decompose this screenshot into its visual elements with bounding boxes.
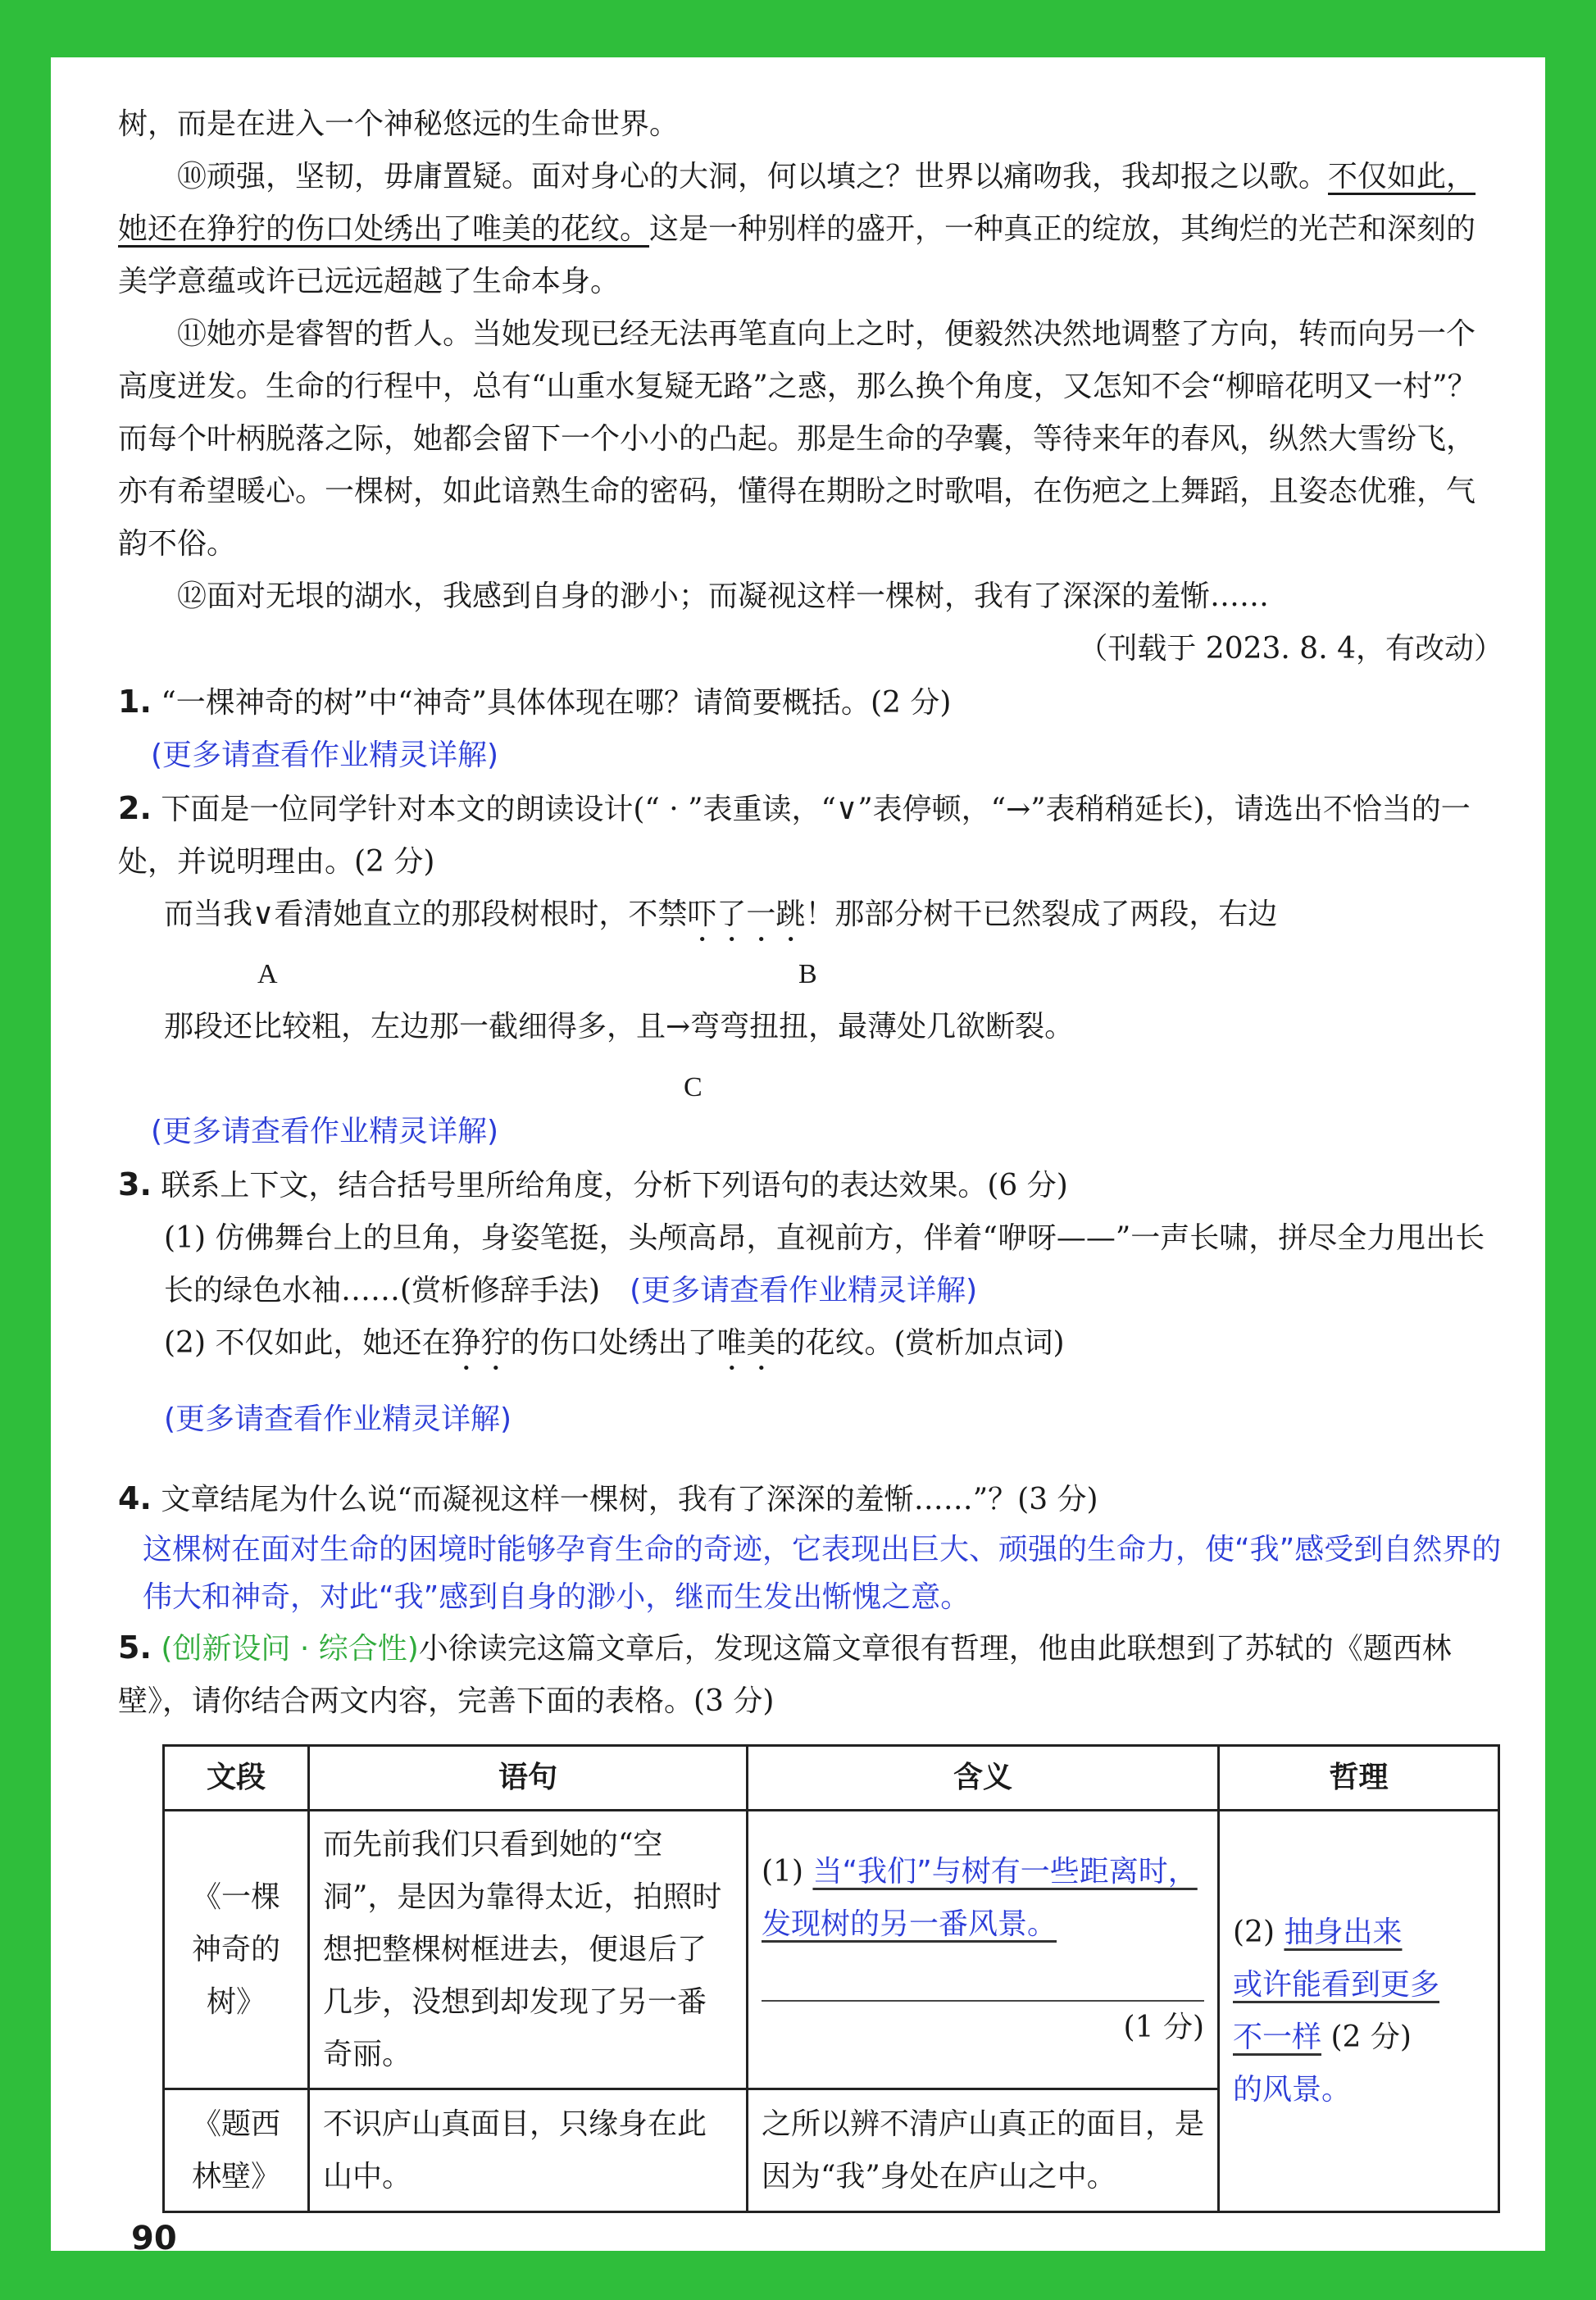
row2-meaning: 之所以辨不清庐山真正的面目，是因为“我”身处在庐山之中。: [748, 2089, 1219, 2212]
question-number: 5.: [118, 1630, 152, 1666]
philosophy-answer-d: 的风景。: [1233, 2072, 1352, 2107]
q2-label-b: B: [798, 959, 817, 989]
page-number: 90: [131, 2220, 177, 2257]
q2-detail-link[interactable]: (更多请查看作业精灵详解): [151, 1115, 499, 1148]
meaning-answer: 当“我们”与树有一些距离时，发现树的另一番风景。: [762, 1854, 1198, 1941]
q3-sub2-dotted-2: 唯美: [716, 1326, 776, 1360]
question-number: 1.: [118, 684, 152, 720]
header-meaning: 含义: [748, 1746, 1219, 1811]
row1-meaning: [748, 1811, 1219, 2089]
philosophy-cell: [1219, 1811, 1499, 2212]
question-number: 4.: [118, 1480, 152, 1516]
question-2: [118, 782, 1503, 889]
question-text: 文章结尾为什么说“而凝视这样一棵树，我有了深深的羞惭……”？(3 分): [161, 1483, 1098, 1516]
q4-answer: 这棵树在面对生命的困境时能够孕育生命的奇迹，它表现出巨大、顽强的生命力，使“我”感受到自然界的伟大和神奇，对此“我”感到自身的渺小，继而生发出惭愧之意。: [143, 1533, 1502, 1614]
p10-text-a: ⑩顽强，坚韧，毋庸置疑。面对身心的大洞，何以填之？世界以痛吻我，我却报之以歌。: [177, 160, 1329, 193]
q2-reading-line-2: 那段还比较粗，左边那一截细得多，且→弯弯扭扭，最薄处几欲断裂。: [164, 1010, 1075, 1043]
q3-sub2-a: (2) 不仅如此，她还在: [164, 1326, 452, 1360]
q3-sub-2: [118, 1317, 1503, 1377]
q2-line1-dotted: 吓了一跳: [687, 898, 806, 931]
header-section: 文段: [164, 1746, 309, 1811]
q2-line1-a: 而当我∨看清她直立的那段树根时，不禁: [164, 898, 688, 931]
question-text: 下面是一位同学针对本文的朗读设计(“ · ”表重读，“∨”表停顿，“→”表稍稍延长)，请选出不恰当的一处，并说明理由。(2 分): [118, 793, 1471, 879]
philosophy-line-3: [1233, 2011, 1485, 2064]
header-sentence: 语句: [309, 1746, 748, 1811]
meaning-prefix: (1): [762, 1854, 803, 1889]
question-number: 3.: [118, 1166, 152, 1202]
philosophy-answer-c: 不一样: [1233, 2020, 1322, 2054]
row2-sentence: 不识庐山真面目，只缘身在此山中。: [309, 2089, 748, 2212]
philosophy-answer-a: 抽身出来: [1284, 1915, 1403, 1949]
passage-source: （刊载于 2023. 8. 4，有改动）: [1078, 632, 1503, 666]
philosophy-line-4: [1233, 2064, 1485, 2116]
q2-label-a: A: [257, 959, 278, 989]
p10-underlined-sentence: 不仅如此，她还在狰狞的伤口处绣出了唯美的花纹。: [118, 160, 1476, 246]
question-text: “一棵神奇的树”中“神奇”具体体现在哪？请简要概括。(2 分): [161, 686, 952, 720]
q3-sub1-detail-link[interactable]: (更多请查看作业精灵详解): [630, 1274, 978, 1307]
question-text: 联系上下文，结合括号里所给角度，分析下列语句的表达效果。(6 分): [161, 1169, 1068, 1202]
philosophy-score: (2 分): [1330, 2020, 1412, 2054]
row1-meaning-score: (1 分): [1123, 2010, 1204, 2044]
table-row: [164, 1811, 1499, 2089]
passage-paragraph-11: ⑪她亦是睿智的哲人。当她发现已经无法再笔直向上之时，便毅然决然地调整了方向，转而向另一个高度迸发。生命的行程中，总有“山重水复疑无路”之惑，那么换个角度，又怎知不会“柳暗花明又一村”？而每个叶柄脱落之际，她都会留下一个小小的凸起。那是生命的孕囊，等待来年的春风，纵然大雪纷飞，亦有希望暖心。一棵树，如此谙熟生命的密码，懂得在期盼之时歌唱，在伤疤之上舞蹈，且姿态优雅，气韵不俗。: [118, 317, 1477, 561]
row2-title: 《题西林壁》: [164, 2089, 309, 2212]
p10-text-c: 这是一种别样的盛开，一种真正的绽放，其绚烂的光芒和深刻的美学意蕴或许已远远超越了生命本身。: [118, 212, 1476, 298]
row1-meaning-text: [762, 1846, 1204, 1951]
passage-continuation: 树，而是在进入一个神秘悠远的生命世界。: [118, 107, 680, 141]
q5-tag: (创新设问 · 综合性): [161, 1632, 419, 1666]
page-content: [118, 98, 1503, 1728]
q3-sub2-dotted-1: 狰狞: [451, 1326, 511, 1360]
q3-sub2-c: 的花纹。(赏析加点词): [775, 1326, 1065, 1360]
row1-title: 《一棵神奇的树》: [164, 1811, 309, 2089]
row1-sentence: 而先前我们只看到她的“空洞”，是因为靠得太近，拍照时想把整棵树框进去，便退后了几步，没想到却发现了另一番奇丽。: [309, 1811, 748, 2089]
q3-sub-1: [118, 1212, 1503, 1317]
q2-labels-row-2: [118, 1053, 1503, 1106]
question-1: [118, 675, 1503, 730]
question-5: [118, 1621, 1503, 1728]
passage-paragraph-12: ⑫面对无垠的湖水，我感到自身的渺小；而凝视这样一棵树，我有了深深的羞惭……: [177, 580, 1270, 613]
question-4: [118, 1472, 1503, 1526]
q2-label-c: C: [684, 1072, 703, 1102]
q3-sub2-detail-link[interactable]: (更多请查看作业精灵详解): [164, 1402, 512, 1436]
question-text: 小徐读完这篇文章后，发现这篇文章很有哲理，他由此联想到了苏轼的《题西林壁》，请你结合两文内容，完善下面的表格。(3 分): [118, 1632, 1452, 1718]
q2-reading-line-1: [118, 889, 1503, 948]
header-philosophy: 哲理: [1219, 1746, 1499, 1811]
q3-sub1-text: (1) 仿佛舞台上的旦角，身姿笔挺，头颅高昂，直视前方，伴着“咿呀——”一声长啸，拼尽全力甩出长长的绿色水袖……(赏析修辞手法): [164, 1221, 1485, 1307]
q2-labels-row-1: [118, 948, 1503, 1001]
passage-paragraph-10: [118, 151, 1503, 308]
philosophy-prefix: (2): [1233, 1915, 1275, 1949]
philosophy-line-2: [1233, 1959, 1485, 2011]
table-header-row: [164, 1746, 1499, 1811]
q2-line1-b: ！那部分树干已然裂成了两段，右边: [805, 898, 1278, 931]
q3-sub2-b: 的伤口处绣出了: [510, 1326, 717, 1360]
philosophy-answer-b: 或许能看到更多: [1233, 1967, 1440, 2002]
answer-line: [762, 1951, 1204, 2002]
question-3: [118, 1158, 1503, 1212]
question-number: 2.: [118, 790, 152, 826]
comparison-table: [162, 1744, 1500, 2213]
philosophy-line-1: [1233, 1907, 1485, 1959]
q1-detail-link[interactable]: (更多请查看作业精灵详解): [151, 739, 499, 772]
